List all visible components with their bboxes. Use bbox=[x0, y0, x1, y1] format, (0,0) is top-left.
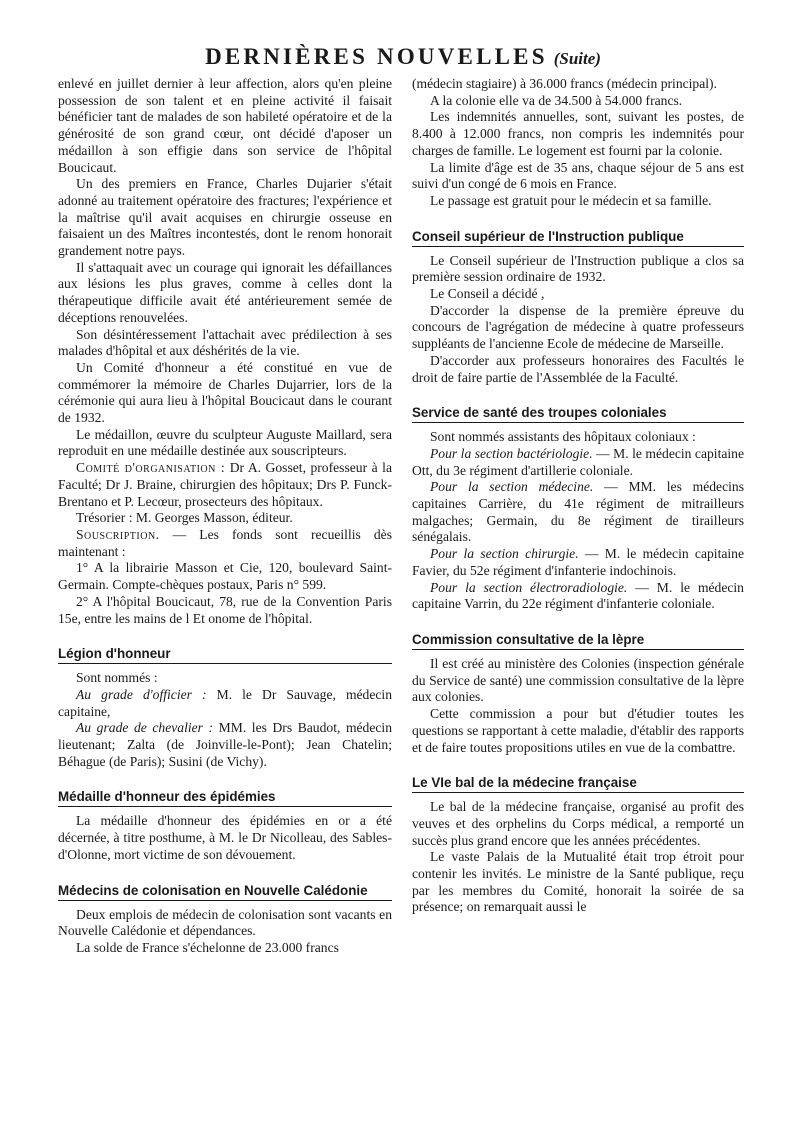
comite-text: Dr A. Gosset, professeur à la Faculté; Dr J. Braine, chirurgien des hôpitaux; Drs P. Funck-Brentano et P. Lecœur, prosecteurs des hôpitaux. bbox=[58, 460, 392, 509]
paragraph: Deux emplois de médecin de colonisation sont vacants en Nouvelle Calédonie et dépendances. bbox=[58, 906, 392, 939]
section-label: Pour la section chirurgie. bbox=[430, 546, 579, 562]
paragraph-souscription bbox=[58, 527, 392, 560]
paragraph-bacteriologie bbox=[412, 446, 744, 479]
section-heading-sante bbox=[412, 404, 744, 423]
paragraph: enlevé en juillet dernier à leur affection, alors qu'en pleine possession de son talent et en pleine activité il faisait bénéficier tant de malades de son habileté opératoire et de la générosité de son grand cœur, ont décidé d'aposer un médaillon à son effigie dans son service de l'hôpital Boucicaut. bbox=[58, 76, 392, 175]
section-title: Service de santé des troupes coloniales bbox=[412, 405, 667, 421]
section-heading-colonisation bbox=[58, 882, 392, 901]
souscription-text: — Les fonds sont recueillis dès maintenant : bbox=[58, 526, 392, 559]
section-text: — M. le médecin capitaine Ott, du 3e régiment d'artillerie coloniale. bbox=[412, 445, 744, 478]
section-title: Médecins de colonisation en Nouvelle Calédonie bbox=[58, 882, 368, 898]
section-label: Pour la section électroradiologie. bbox=[430, 579, 628, 595]
page-title: DERNIÈRES NOUVELLES bbox=[205, 44, 548, 69]
officier-label: Au grade d'officier : bbox=[76, 686, 207, 702]
paragraph: Le passage est gratuit pour le médecin et sa famille. bbox=[430, 192, 712, 208]
section-title: Légion d'honneur bbox=[58, 646, 171, 662]
paragraph: La limite d'âge est de 35 ans, chaque séjour de 5 ans est suivi d'un congé de 6 mois en France. bbox=[412, 159, 744, 192]
paragraph: Un Comité d'honneur a été constitué en vue de commémorer la mémoire de Charles Dujarrier, lors de la cérémonie qui aura lieu à l'hôpital Boucicaut dans le courant de 1932. bbox=[58, 359, 392, 426]
section-text: — MM. les médecins capitaines Carrière, du 41e régiment de mitrailleurs malgaches; Germain, du 8e régiment de tirailleurs sénégalais. bbox=[412, 479, 744, 545]
page-header bbox=[60, 44, 746, 70]
section-title: Médaille d'honneur des épidémies bbox=[58, 789, 276, 805]
paragraph-comite bbox=[58, 460, 392, 510]
paragraph: Sont nommés : bbox=[76, 670, 158, 686]
paragraph: Le bal de la médecine française, organisé au profit des veuves et des orphelins du Corps médical, a remporté un succès plus grand encore que les années précédentes. bbox=[412, 799, 744, 848]
paragraph: D'accorder aux professeurs honoraires des Facultés le droit de faire partie de l'Assemblée de la Faculté. bbox=[412, 352, 744, 385]
right-column bbox=[412, 76, 744, 916]
paragraph: (médecin stagiaire) à 36.000 francs (médecin principal). bbox=[412, 76, 717, 91]
paragraph: Le vaste Palais de la Mutualité était trop étroit pour contenir les invités. Le ministre de la Santé publique, reçu par les membres du Comité, honorait la soirée de sa présence; on remarquait aussi le bbox=[412, 849, 744, 915]
souscription-label: Souscription. bbox=[76, 526, 160, 542]
paragraph: Le Conseil supérieur de l'Instruction publique a clos sa première session ordinaire de 1932. bbox=[412, 252, 744, 285]
page-title-suite: (Suite) bbox=[553, 49, 601, 68]
paragraph: Sont nommés assistants des hôpitaux coloniaux : bbox=[430, 429, 696, 445]
paragraph: Il est créé au ministère des Colonies (inspection générale du Service de santé) une commission consultative de la lèpre aux colonies. bbox=[412, 655, 744, 705]
section-text: — M. le médecin capitaine Varrin, du 22e régiment d'infanterie coloniale. bbox=[412, 579, 744, 612]
paragraph-chirurgie bbox=[412, 546, 744, 579]
section-heading-lepre bbox=[412, 631, 744, 650]
paragraph: Le médaillon, œuvre du sculpteur Auguste Maillard, sera reproduit en une médaille destinée aux souscripteurs. bbox=[58, 426, 392, 459]
paragraph: Trésorier : M. Georges Masson, éditeur. bbox=[76, 510, 293, 526]
section-text: — M. le médecin capitaine Favier, du 52e régiment d'infanterie indochinois. bbox=[412, 546, 744, 578]
paragraph: Il s'attaquait avec un courage qui ignorait les défaillances aux lésions les plus graves, comme à celles dont la thérapeutique difficile avait été antérieurement semée de déceptions renouvelées. bbox=[58, 259, 392, 325]
section-title: Conseil supérieur de l'Instruction publique bbox=[412, 228, 684, 244]
paragraph: La solde de France s'échelonne de 23.000 francs bbox=[76, 939, 339, 955]
paragraph: Un des premiers en France, Charles Dujarier s'était adonné au traitement opératoire des fractures; l'expérience et la maîtrise qu'il avait acquises en chirurgie osseuse en faisaient un des Maîtres incontestés, dont le renom honorait grandement notre pays. bbox=[58, 176, 392, 259]
chevalier-text: MM. les Drs Baudot, médecin lieutenant; Zalta (de Joinville-le-Pont); Jean Chatelin; Béhague (de Paris); Susini (de Vichy). bbox=[58, 720, 392, 769]
paragraph: Son désintéressement l'attachait avec prédilection à ses malades d'hôpital et aux déshérités de la vie. bbox=[58, 326, 392, 359]
paragraph-chevalier bbox=[58, 720, 392, 770]
section-label: Pour la section bactériologie. bbox=[430, 445, 593, 461]
left-column bbox=[58, 76, 392, 957]
paragraph: Le Conseil a décidé , bbox=[430, 286, 545, 302]
section-heading-legion bbox=[58, 645, 392, 664]
section-title: Commission consultative de la lèpre bbox=[412, 631, 645, 647]
section-heading-bal bbox=[412, 774, 744, 793]
paragraph-officier bbox=[58, 687, 392, 720]
officier-text: M. le Dr Sauvage, médecin capitaine, bbox=[58, 686, 392, 719]
paragraph: D'accorder la dispense de la première épreuve du concours de l'agrégation de médecine à quatre professeurs suppléants de l'ancienne Ecole de médecine de Marseille. bbox=[412, 302, 744, 352]
section-heading-medaille bbox=[58, 788, 392, 807]
paragraph: Cette commission a pour but d'étudier toutes les questions se rapportant à cette maladie, d'établir des rapports et de faire toutes propositions utiles en vue de la combattre. bbox=[412, 706, 744, 755]
section-title: Le VIe bal de la médecine française bbox=[412, 775, 637, 791]
paragraph: La médaille d'honneur des épidémies en or a été décernée, à titre posthume, à M. le Dr Nicolleau, des Sables-d'Olonne, mort victime de son dévouement. bbox=[58, 813, 392, 862]
paragraph-medecine bbox=[412, 479, 744, 546]
list-item: 2° A l'hôpital Boucicaut, 78, rue de la Convention Paris 15e, entre les mains de l Et onome de l'hôpital. bbox=[58, 593, 392, 626]
paragraph-electroradiologie bbox=[412, 580, 744, 613]
section-heading-conseil bbox=[412, 228, 744, 247]
paragraph: Les indemnités annuelles, sont, suivant les postes, de 8.400 à 12.000 francs, non compris les indemnités pour charges de famille. Le logement est fourni par la colonie. bbox=[412, 109, 744, 158]
section-label: Pour la section médecine. bbox=[430, 479, 594, 495]
list-item: 1° A la librairie Masson et Cie, 120, boulevard Saint-Germain. Compte-chèques postaux, Paris n° 599. bbox=[58, 560, 392, 593]
chevalier-label: Au grade de chevalier : bbox=[76, 720, 214, 736]
comite-label: Comité d'organisation : bbox=[76, 460, 226, 476]
paragraph: A la colonie elle va de 34.500 à 54.000 francs. bbox=[430, 92, 683, 108]
